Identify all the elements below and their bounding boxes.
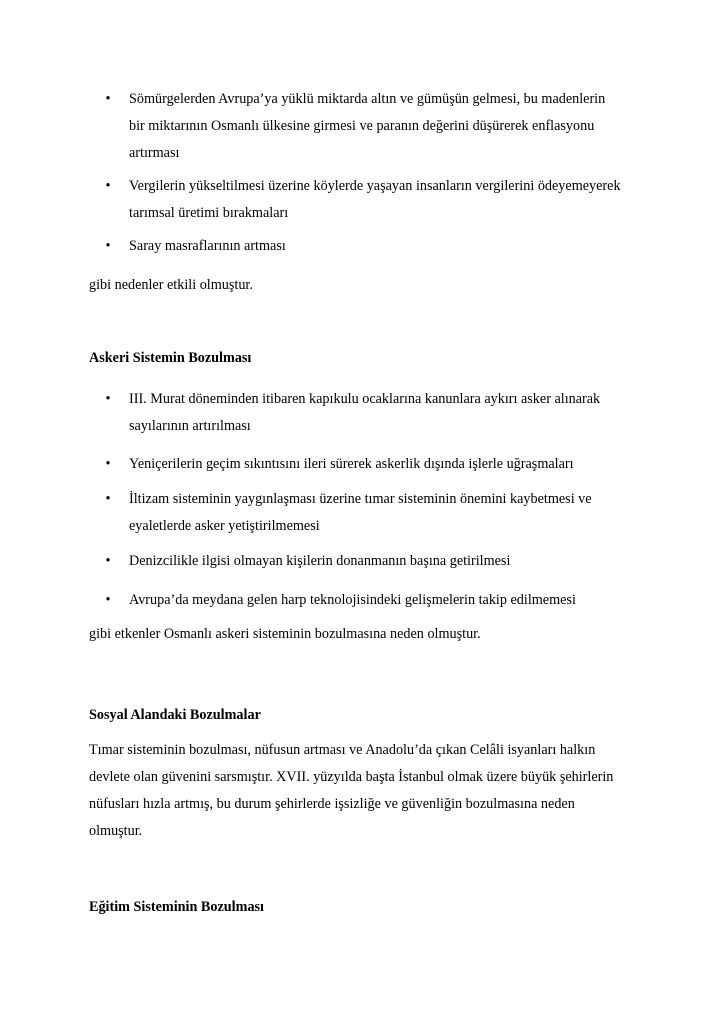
list-item-line: İltizam sisteminin yaygınlaşması üzerine tımar sisteminin önemini kaybetmesi ve [129, 491, 592, 507]
paragraph: gibi nedenler etkili olmuştur. [89, 277, 253, 293]
paragraph-line: olmuştur. [89, 823, 143, 839]
list-item-line: Yeniçerilerin geçim sıkıntısını ileri sürerek askerlik dışında işlerle uğraşmaları [129, 456, 574, 472]
list-item [105, 386, 674, 440]
bullet-icon: • [105, 592, 111, 608]
list-item-line: Vergilerin yükseltilmesi üzerine köylerde yaşayan insanların vergilerini ödeyemeyerek [129, 178, 621, 194]
bullet-icon: • [105, 553, 111, 569]
list-item-line: eyaletlerde asker yetiştirilmemesi [129, 518, 320, 534]
bullet-icon: • [105, 456, 111, 472]
list-item-line: Denizcilikle ilgisi olmayan kişilerin donanmanın başına getirilmesi [129, 553, 511, 569]
section-heading: Sosyal Alandaki Bozulmalar [89, 707, 261, 723]
list-item [105, 548, 674, 575]
list-item-line: Saray masraflarının artması [129, 238, 286, 254]
section-heading: Askeri Sistemin Bozulması [89, 350, 252, 366]
list-item [105, 86, 674, 167]
paragraph: gibi etkenler Osmanlı askeri sisteminin bozulmasına neden olmuştur. [89, 626, 481, 642]
list-item [105, 233, 674, 260]
list-item-line: Sömürgelerden Avrupa’ya yüklü miktarda altın ve gümüşün gelmesi, bu madenlerin [129, 91, 606, 107]
bullet-icon: • [105, 238, 111, 254]
bullet-icon: • [105, 178, 111, 194]
list-item [105, 587, 674, 614]
section-heading: Eğitim Sisteminin Bozulması [89, 899, 264, 915]
list-item [105, 173, 674, 227]
list-item-line: artırması [129, 145, 180, 161]
paragraph-line: nüfusları hızla artmış, bu durum şehirlerde işsizliğe ve güvenliğin bozulmasına neden [89, 796, 575, 812]
list-item-line: tarımsal üretimi bırakmaları [129, 205, 289, 221]
list-item-line: III. Murat döneminden itibaren kapıkulu ocaklarına kanunlara aykırı asker alınarak [129, 391, 601, 407]
list-item-line: bir miktarının Osmanlı ülkesine girmesi ve paranın değerini düşürerek enflasyonu [129, 118, 595, 134]
paragraph-line: devlete olan güvenini sarsmıştır. XVII. yüzyılda başta İstanbul olmak üzere büyük şehirlerin [89, 769, 614, 785]
bullet-icon: • [105, 91, 111, 107]
bullet-icon: • [105, 491, 111, 507]
paragraph [89, 737, 679, 845]
bullet-icon: • [105, 391, 111, 407]
paragraph-line: Tımar sisteminin bozulması, nüfusun artması ve Anadolu’da çıkan Celâli isyanları halkın [89, 742, 596, 758]
list-item [105, 486, 674, 540]
list-item [105, 451, 674, 478]
list-item-line: Avrupa’da meydana gelen harp teknolojisindeki gelişmelerin takip edilmemesi [129, 592, 576, 608]
list-item-line: sayılarının artırılması [129, 418, 251, 434]
